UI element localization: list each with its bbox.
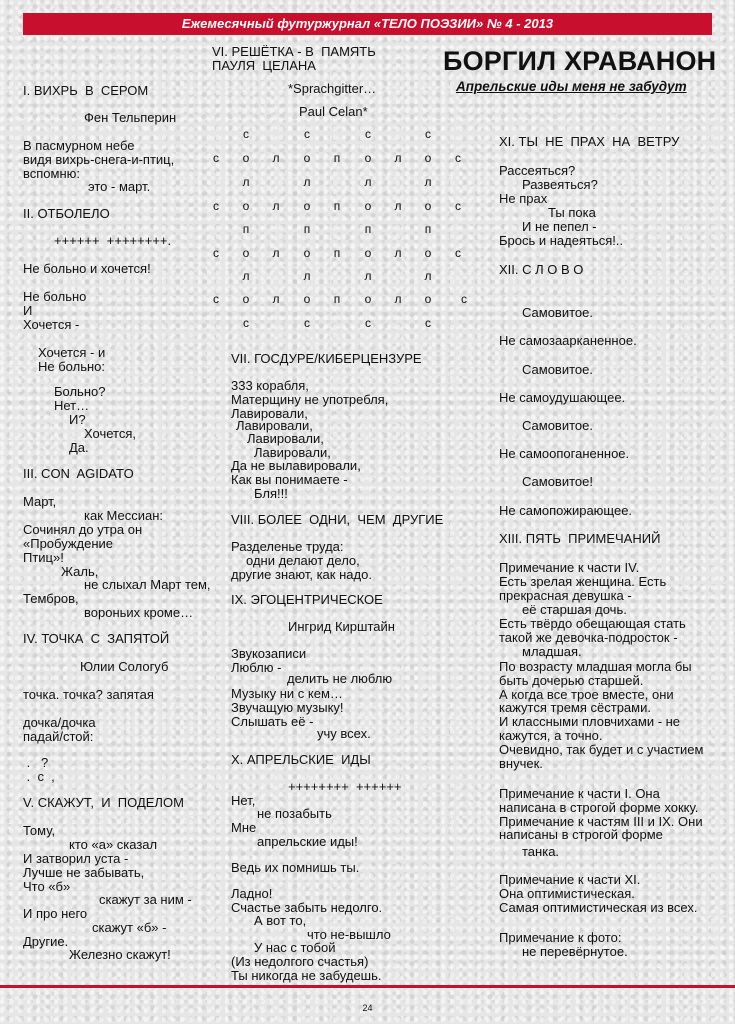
grid-letter: о: [242, 246, 250, 260]
grid-letter: с: [425, 127, 431, 141]
section-heading: I. ВИХРЬ В СЕРОМ: [23, 83, 149, 98]
poem-line: Примечание к фото:: [499, 930, 622, 945]
poem-line: И не пепел -: [522, 219, 597, 234]
grid-letter: о: [364, 246, 372, 260]
poem-line: Сочинял до утра он «Пробуждение Птиц»!: [23, 522, 143, 565]
grid-letter: с: [243, 127, 249, 141]
footer-divider: [0, 985, 735, 988]
poem-line: что не-вышло: [307, 927, 391, 942]
poem-line: Не прах: [499, 191, 548, 206]
poem-line: младшая.: [522, 644, 582, 659]
grid-letter: с: [213, 246, 219, 260]
poem-line: Paul Celan*: [299, 104, 368, 119]
poem-line: Ладно! Счастье забыть недолго.: [231, 886, 383, 915]
grid-letter: п: [333, 199, 341, 213]
grid-letter: с: [365, 127, 371, 141]
poem-line: Есть твёрдо обещающая стать такой же девочка-подросток -: [499, 616, 686, 645]
poem-line: Юлии Сологуб: [80, 659, 169, 674]
grid-letter: о: [303, 151, 311, 165]
poem-line: И про него: [23, 906, 88, 921]
grid-letter: о: [242, 292, 250, 306]
grid-letter: п: [333, 292, 341, 306]
grid-letter: п: [303, 222, 311, 236]
grid-letter: п: [242, 222, 250, 236]
grid-letter: с: [304, 316, 310, 330]
grid-letter: л: [272, 246, 280, 260]
poem-line: Не больно И Хочется -: [23, 289, 87, 332]
grid-letter: п: [333, 246, 341, 260]
poem-line: Март,: [23, 494, 57, 509]
grid-letter: л: [364, 269, 372, 283]
grid-letter: л: [242, 269, 250, 283]
grid-letter: о: [242, 199, 250, 213]
grid-letter: о: [242, 151, 250, 165]
poem-line: Лавировали,: [236, 418, 313, 433]
grid-letter: л: [394, 151, 402, 165]
poem-line: Другие.: [23, 934, 69, 949]
grid-letter: л: [303, 269, 311, 283]
poem-line: ++++++++ ++++++: [288, 779, 402, 794]
poem-line: Лавировали,: [254, 445, 331, 460]
poem-line: Не самоудушающее.: [499, 390, 626, 405]
grid-letter: о: [424, 292, 432, 306]
poem-line: Не больно и хочется!: [23, 261, 151, 276]
poem-line: Тому,: [23, 823, 56, 838]
poem-line: Железно скажут!: [69, 947, 171, 962]
journal-title: Ежемесячный футуржурнал «ТЕЛО ПОЭЗИИ» № 4 - 2013: [181, 16, 554, 31]
page-number: 24: [362, 1003, 373, 1013]
poem-line: Хочется - и Не больно:: [38, 345, 106, 374]
poem-line: Да.: [69, 440, 89, 455]
grid-letter: л: [272, 199, 280, 213]
poem-line: Разделенье труда:: [231, 539, 344, 554]
poem-line: её старшая дочь.: [522, 602, 627, 617]
section-heading: XIII. ПЯТЬ ПРИМЕЧАНИЙ: [499, 531, 661, 546]
poem-line: апрельские иды!: [257, 834, 358, 849]
poem-line: не слыхал Март тем,: [84, 577, 211, 592]
grid-letter: о: [424, 151, 432, 165]
poem-line: Бля!!!: [254, 486, 288, 501]
poem-line: Музыку ни с кем… Звучащую музыку! Слышать её -: [231, 686, 344, 729]
poem-line: Мне: [231, 820, 257, 835]
poem-line: Не самозаарканенное.: [499, 333, 637, 348]
author-name: БОРГИЛ ХРАВАНОН: [443, 46, 717, 76]
grid-letter: с: [213, 151, 219, 165]
poem-line: Жаль,: [61, 564, 99, 579]
grid-letter: л: [394, 292, 402, 306]
section-heading: IV. ТОЧКА С ЗАПЯТОЙ: [23, 631, 170, 646]
poem-line: вороньих кроме…: [84, 605, 194, 620]
grid-letter: с: [425, 316, 431, 330]
grid-letter: с: [455, 246, 461, 260]
poem-line: В пасмурном небе видя вихрь-снега-и-птиц, вспомню:: [23, 138, 175, 181]
section-heading: V. СКАЖУТ, И ПОДЕЛОМ: [23, 795, 184, 810]
poem-line: Не самопожирающее.: [499, 503, 633, 518]
poem-line: Ты пока: [548, 205, 596, 220]
grid-letter: л: [364, 175, 372, 189]
grid-letter: с: [213, 199, 219, 213]
section-heading: VI. РЕШЁТКА - В ПАМЯТЬ ПАУЛЯ ЦЕЛАНА: [212, 44, 376, 73]
grid-letter: л: [272, 151, 280, 165]
poem-line: Звукозаписи Люблю -: [231, 646, 307, 675]
grid-letter: о: [424, 199, 432, 213]
poem-line: Брось и надеяться!..: [499, 233, 624, 248]
poem-line: не перевёрнутое.: [522, 944, 628, 959]
poem-line: У нас с тобой: [254, 940, 336, 955]
poem-line: *Sprachgitter…: [288, 81, 377, 96]
grid-letter: л: [272, 292, 280, 306]
poem-line: А вот то,: [254, 913, 307, 928]
poem-line: Лавировали,: [247, 431, 324, 446]
section-heading: VII. ГОСДУРЕ/КИБЕРЦЕНЗУРЕ: [231, 351, 422, 366]
poem-cycle-subtitle: Апрельские иды меня не забудут: [456, 79, 687, 94]
poem-line: делить не люблю: [287, 671, 393, 686]
poem-line: И затворил уста - Лучше не забывать, Что «б»: [23, 851, 145, 894]
poem-line: скажут за ним -: [99, 892, 192, 907]
poem-line: Развеяться?: [522, 177, 598, 192]
poem-line: И?: [69, 412, 86, 427]
poem-line: Не самоопоганенное.: [499, 446, 630, 461]
grid-letter: с: [365, 316, 371, 330]
poem-line: Тембров,: [23, 591, 79, 606]
grid-letter: о: [364, 199, 372, 213]
grid-letter: л: [242, 175, 250, 189]
grid-letter: о: [303, 199, 311, 213]
grid-letter: с: [304, 127, 310, 141]
poem-line: кто «а» сказал: [69, 837, 158, 852]
poem-line: Самовитое.: [522, 418, 593, 433]
poem-line: как Мессиан:: [84, 508, 163, 523]
grid-letter: л: [424, 175, 432, 189]
poem-line: не позабыть: [257, 806, 332, 821]
poem-line: Примечание к части XI. Она оптимистическая. Самая оптимистическая из всех.: [499, 872, 698, 915]
section-heading: IX. ЭГОЦЕНТРИЧЕСКОЕ: [231, 592, 383, 607]
grid-letter: л: [394, 199, 402, 213]
poem-line: ++++++ ++++++++.: [54, 233, 172, 248]
poem-line: Нет,: [231, 793, 256, 808]
poem-line: Ведь их помнишь ты.: [231, 860, 360, 875]
poem-line: одни делают дело,: [246, 553, 360, 568]
grid-letter: с: [213, 292, 219, 306]
grid-letter: л: [303, 175, 311, 189]
poem-line: дочка/дочка падай/стой:: [23, 715, 96, 744]
poem-line: Примечание к части I. Она написана в строгой форме хокку. Примечание к частям III и IX. Они написаны в строгой форме: [499, 786, 703, 843]
grid-letter: л: [424, 269, 432, 283]
poem-line: Самовитое.: [522, 362, 593, 377]
poem-line: Ингрид Кирштайн: [288, 619, 395, 634]
journal-header-bar: [23, 13, 712, 35]
section-heading: III. CON AGIDATO: [23, 466, 134, 481]
poem-line: точка. точка? запятая: [23, 687, 154, 702]
poem-line: Рассеяться?: [499, 163, 576, 178]
poem-line: танка.: [522, 844, 560, 859]
section-heading: X. АПРЕЛЬСКИЕ ИДЫ: [231, 752, 371, 767]
poem-line: Примечание к части IV. Есть зрелая женщина. Есть прекрасная девушка -: [499, 560, 667, 603]
grid-letter: л: [394, 246, 402, 260]
section-heading: XI. ТЫ НЕ ПРАХ НА ВЕТРУ: [499, 134, 680, 149]
poem-line: Самовитое.: [522, 305, 593, 320]
grid-letter: п: [333, 151, 341, 165]
grid-letter: п: [364, 222, 372, 236]
grid-letter: с: [455, 151, 461, 165]
grid-letter: п: [424, 222, 432, 236]
grid-letter: с: [455, 199, 461, 213]
grid-letter: о: [424, 246, 432, 260]
poem-line: (Из недолгого счастья) Ты никогда не забудешь.: [231, 954, 382, 983]
grid-letter: с: [461, 292, 467, 306]
poem-line: Да не вылавировали, Как вы понимаете -: [231, 458, 361, 487]
grid-letter: о: [364, 292, 372, 306]
poem-line: . ? . с ,: [26, 755, 55, 784]
grid-letter: о: [303, 246, 311, 260]
poem-line: Самовитое!: [522, 474, 593, 489]
poem-line: Больно? Нет…: [54, 384, 106, 413]
section-heading: XII. С Л О В О: [499, 262, 584, 277]
poem-line: другие знают, как надо.: [231, 567, 372, 582]
grid-letter: о: [303, 292, 311, 306]
grid-letter: о: [364, 151, 372, 165]
grid-letter: с: [243, 316, 249, 330]
poem-line: учу всех.: [317, 726, 371, 741]
section-heading: II. ОТБОЛЕЛО: [23, 206, 110, 221]
poem-line: Фен Тельперин: [84, 110, 177, 125]
section-heading: VIII. БОЛЕЕ ОДНИ, ЧЕМ ДРУГИЕ: [231, 512, 444, 527]
poem-line: это - март.: [88, 179, 151, 194]
poem-line: Хочется,: [84, 426, 136, 441]
poem-line: скажут «б» -: [92, 920, 167, 935]
poem-line: По возрасту младшая могла бы быть дочерью старшей. А когда все трое вместе, они кажутся тремя сёстрами. И классными пловчихами - не кажутся, а точно. Очевидно, так будет и с участием внучек.: [499, 659, 704, 771]
poem-line: 333 корабля, Матерщину не употребля, Лавировали,: [231, 378, 389, 421]
